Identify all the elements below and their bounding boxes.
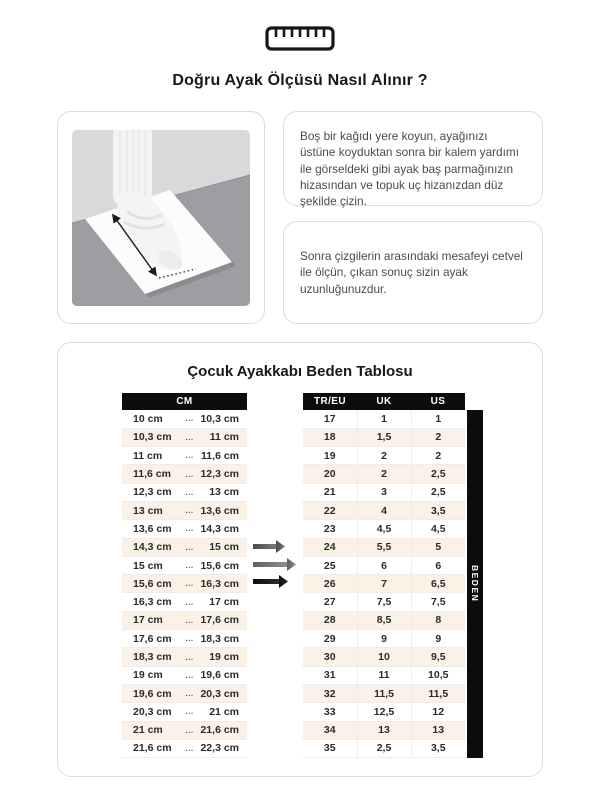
table-row [303, 684, 465, 702]
table-cell: 18,3 cm [200, 630, 247, 648]
table-cell: 15 cm [200, 538, 247, 556]
header-us: US [411, 393, 465, 410]
table-cell: 21 cm [122, 721, 179, 739]
table-cell: 14,3 cm [122, 538, 179, 556]
table-cell: ... [179, 593, 200, 611]
table-cell: 19 cm [200, 648, 247, 666]
table-cell: 2 [411, 428, 465, 446]
table-row [303, 428, 465, 446]
arrow-right-icons [247, 539, 303, 595]
table-cell: 19,6 cm [122, 684, 179, 702]
table-cell: 20,3 cm [122, 703, 179, 721]
table-row [122, 447, 247, 465]
table-cell: 19 cm [122, 666, 179, 684]
table-cell: 3,5 [411, 501, 465, 519]
table-cell: 11,5 [357, 684, 411, 702]
table-cell: 12 [411, 703, 465, 721]
table-cell: 9 [411, 630, 465, 648]
table-cell: 12,3 cm [200, 465, 247, 483]
table-cell: 5,5 [357, 538, 411, 556]
table-row [303, 556, 465, 574]
table-cell: 15,6 cm [200, 556, 247, 574]
table-row [122, 593, 247, 611]
table-cell: 10,3 cm [122, 428, 179, 446]
table-row [122, 465, 247, 483]
table-cell: 10 [357, 648, 411, 666]
table-row [303, 575, 465, 593]
table-cell: ... [179, 648, 200, 666]
size-conversion-table [303, 393, 465, 758]
table-cell: ... [179, 611, 200, 629]
table-cell: 11 cm [200, 428, 247, 446]
foot-measure-photo [57, 111, 265, 324]
table-cell: 10 cm [122, 410, 179, 428]
table-cell: 1,5 [357, 428, 411, 446]
table-cell: 2 [411, 447, 465, 465]
table-cell: ... [179, 501, 200, 519]
table-cell: 3,5 [411, 739, 465, 757]
cm-table-body [122, 410, 247, 758]
table-cell: 35 [303, 739, 357, 757]
table-row [303, 447, 465, 465]
table-cell: 27 [303, 593, 357, 611]
table-cell: 17 [303, 410, 357, 428]
table-row [122, 410, 247, 428]
table-cell: 3 [357, 483, 411, 501]
table-cell: 20,3 cm [200, 684, 247, 702]
table-cell: 21 [303, 483, 357, 501]
table-row [303, 703, 465, 721]
table-cell: 4,5 [357, 520, 411, 538]
table-cell: 33 [303, 703, 357, 721]
table-cell: ... [179, 447, 200, 465]
table-cell: 34 [303, 721, 357, 739]
table-cell: 9 [357, 630, 411, 648]
table-cell: 31 [303, 666, 357, 684]
ruler-icon [0, 0, 600, 51]
table-cell: 19,6 cm [200, 666, 247, 684]
table-cell: 16,3 cm [122, 593, 179, 611]
table-row [122, 556, 247, 574]
table-cell: ... [179, 575, 200, 593]
arrow-right-icon [253, 558, 296, 571]
table-row [122, 666, 247, 684]
table-cell: 17 cm [200, 593, 247, 611]
table-cell: 15,6 cm [122, 575, 179, 593]
table-cell: 10,3 cm [200, 410, 247, 428]
instruction-step-2 [283, 221, 543, 324]
table-cell: ... [179, 465, 200, 483]
table-cell: 17,6 cm [200, 611, 247, 629]
table-cell: 4,5 [411, 520, 465, 538]
table-row [303, 593, 465, 611]
table-row [303, 410, 465, 428]
table-row [122, 684, 247, 702]
table-cell: 2,5 [357, 739, 411, 757]
table-cell: 23 [303, 520, 357, 538]
table-cell: ... [179, 703, 200, 721]
cm-table-header-row [122, 393, 247, 410]
table-cell: 26 [303, 575, 357, 593]
table-cell: 15 cm [122, 556, 179, 574]
table-cell: 22 [303, 501, 357, 519]
size-tables [58, 393, 542, 758]
table-cell: 13 [357, 721, 411, 739]
table-row [303, 538, 465, 556]
cm-table-header: CM [122, 393, 247, 410]
beden-side-label-bar [467, 410, 483, 758]
table-cell: 5 [411, 538, 465, 556]
table-cell: ... [179, 666, 200, 684]
size-table-title: Çocuk Ayakkabı Beden Tablosu [187, 363, 413, 380]
table-cell: 6 [411, 556, 465, 574]
table-cell: ... [179, 721, 200, 739]
table-cell: 28 [303, 611, 357, 629]
cm-range-table [122, 393, 247, 758]
instruction-cards [283, 111, 543, 324]
header-tr-eu: TR/EU [303, 393, 357, 410]
beden-label: BEDEN [470, 565, 480, 603]
table-cell: 32 [303, 684, 357, 702]
table-cell: 13 cm [122, 501, 179, 519]
table-cell: 7,5 [357, 593, 411, 611]
table-cell: 19 [303, 447, 357, 465]
table-cell: 13 [411, 721, 465, 739]
table-cell: ... [179, 410, 200, 428]
table-row [122, 501, 247, 519]
table-cell: 11,6 cm [200, 447, 247, 465]
table-row [122, 648, 247, 666]
table-row [303, 520, 465, 538]
table-cell: ... [179, 739, 200, 757]
table-cell: 18,3 cm [122, 648, 179, 666]
table-row [122, 739, 247, 757]
table-row [122, 520, 247, 538]
table-cell: ... [179, 538, 200, 556]
table-cell: 1 [411, 410, 465, 428]
table-row [303, 630, 465, 648]
table-cell: 11 [357, 666, 411, 684]
table-row [122, 575, 247, 593]
instructions-section [57, 111, 543, 324]
table-cell: ... [179, 684, 200, 702]
table-cell: 11 cm [122, 447, 179, 465]
table-cell: 2 [357, 447, 411, 465]
table-cell: ... [179, 520, 200, 538]
table-cell: 6,5 [411, 575, 465, 593]
arrow-right-icon [253, 540, 285, 553]
table-cell: 25 [303, 556, 357, 574]
table-cell: ... [179, 556, 200, 574]
table-cell: 22,3 cm [200, 739, 247, 757]
table-row [303, 501, 465, 519]
page-title: Doğru Ayak Ölçüsü Nasıl Alınır ? [172, 72, 428, 89]
table-cell: 18 [303, 428, 357, 446]
table-cell: 24 [303, 538, 357, 556]
table-cell: 11,5 [411, 684, 465, 702]
table-row [122, 611, 247, 629]
table-cell: ... [179, 483, 200, 501]
table-cell: 30 [303, 648, 357, 666]
table-cell: 9,5 [411, 648, 465, 666]
instruction-step-1 [283, 111, 543, 209]
table-cell: 13,6 cm [200, 501, 247, 519]
foot-on-paper-image [72, 130, 250, 306]
table-cell: 17 cm [122, 611, 179, 629]
table-cell: ... [179, 630, 200, 648]
table-row [303, 666, 465, 684]
table-row [122, 428, 247, 446]
table-cell: 8,5 [357, 611, 411, 629]
table-row [303, 648, 465, 666]
table-cell: 8 [411, 611, 465, 629]
table-row [122, 483, 247, 501]
header-uk: UK [357, 393, 411, 410]
table-cell: ... [179, 428, 200, 446]
table-cell: 10,5 [411, 666, 465, 684]
arrow-right-icon [253, 575, 288, 588]
table-cell: 11,6 cm [122, 465, 179, 483]
size-table-card [57, 342, 543, 777]
table-cell: 13 cm [200, 483, 247, 501]
table-cell: 2,5 [411, 465, 465, 483]
table-cell: 21,6 cm [200, 721, 247, 739]
conversion-table-header-row [303, 393, 465, 410]
table-cell: 1 [357, 410, 411, 428]
conversion-table-body [303, 410, 465, 758]
table-cell: 6 [357, 556, 411, 574]
table-cell: 29 [303, 630, 357, 648]
table-cell: 14,3 cm [200, 520, 247, 538]
instruction-step-1-text: Boş bir kağıdı yere koyun, ayağınızı üstüne koyduktan sonra bir kalem yardımı ile görseldeki gibi ayak baş parmağınızın hizasından ve topuk uç hizanızdan düz şekilde çizin. [300, 129, 520, 209]
table-row [303, 611, 465, 629]
table-cell: 21 cm [200, 703, 247, 721]
table-row [303, 721, 465, 739]
table-cell: 21,6 cm [122, 739, 179, 757]
table-cell: 7 [357, 575, 411, 593]
table-row [303, 465, 465, 483]
table-row [122, 721, 247, 739]
instruction-step-2-text: Sonra çizgilerin arasındaki mesafeyi cetvel ile ölçün, çıkan sonuç sizin ayak uzunluğunuzdur. [300, 249, 523, 296]
table-cell: 2 [357, 465, 411, 483]
table-row [303, 739, 465, 757]
table-row [122, 703, 247, 721]
table-cell: 16,3 cm [200, 575, 247, 593]
table-row [122, 538, 247, 556]
table-cell: 20 [303, 465, 357, 483]
table-cell: 12,3 cm [122, 483, 179, 501]
table-cell: 7,5 [411, 593, 465, 611]
table-cell: 2,5 [411, 483, 465, 501]
table-row [303, 483, 465, 501]
table-cell: 13,6 cm [122, 520, 179, 538]
table-row [122, 630, 247, 648]
table-cell: 17,6 cm [122, 630, 179, 648]
table-cell: 4 [357, 501, 411, 519]
table-cell: 12,5 [357, 703, 411, 721]
